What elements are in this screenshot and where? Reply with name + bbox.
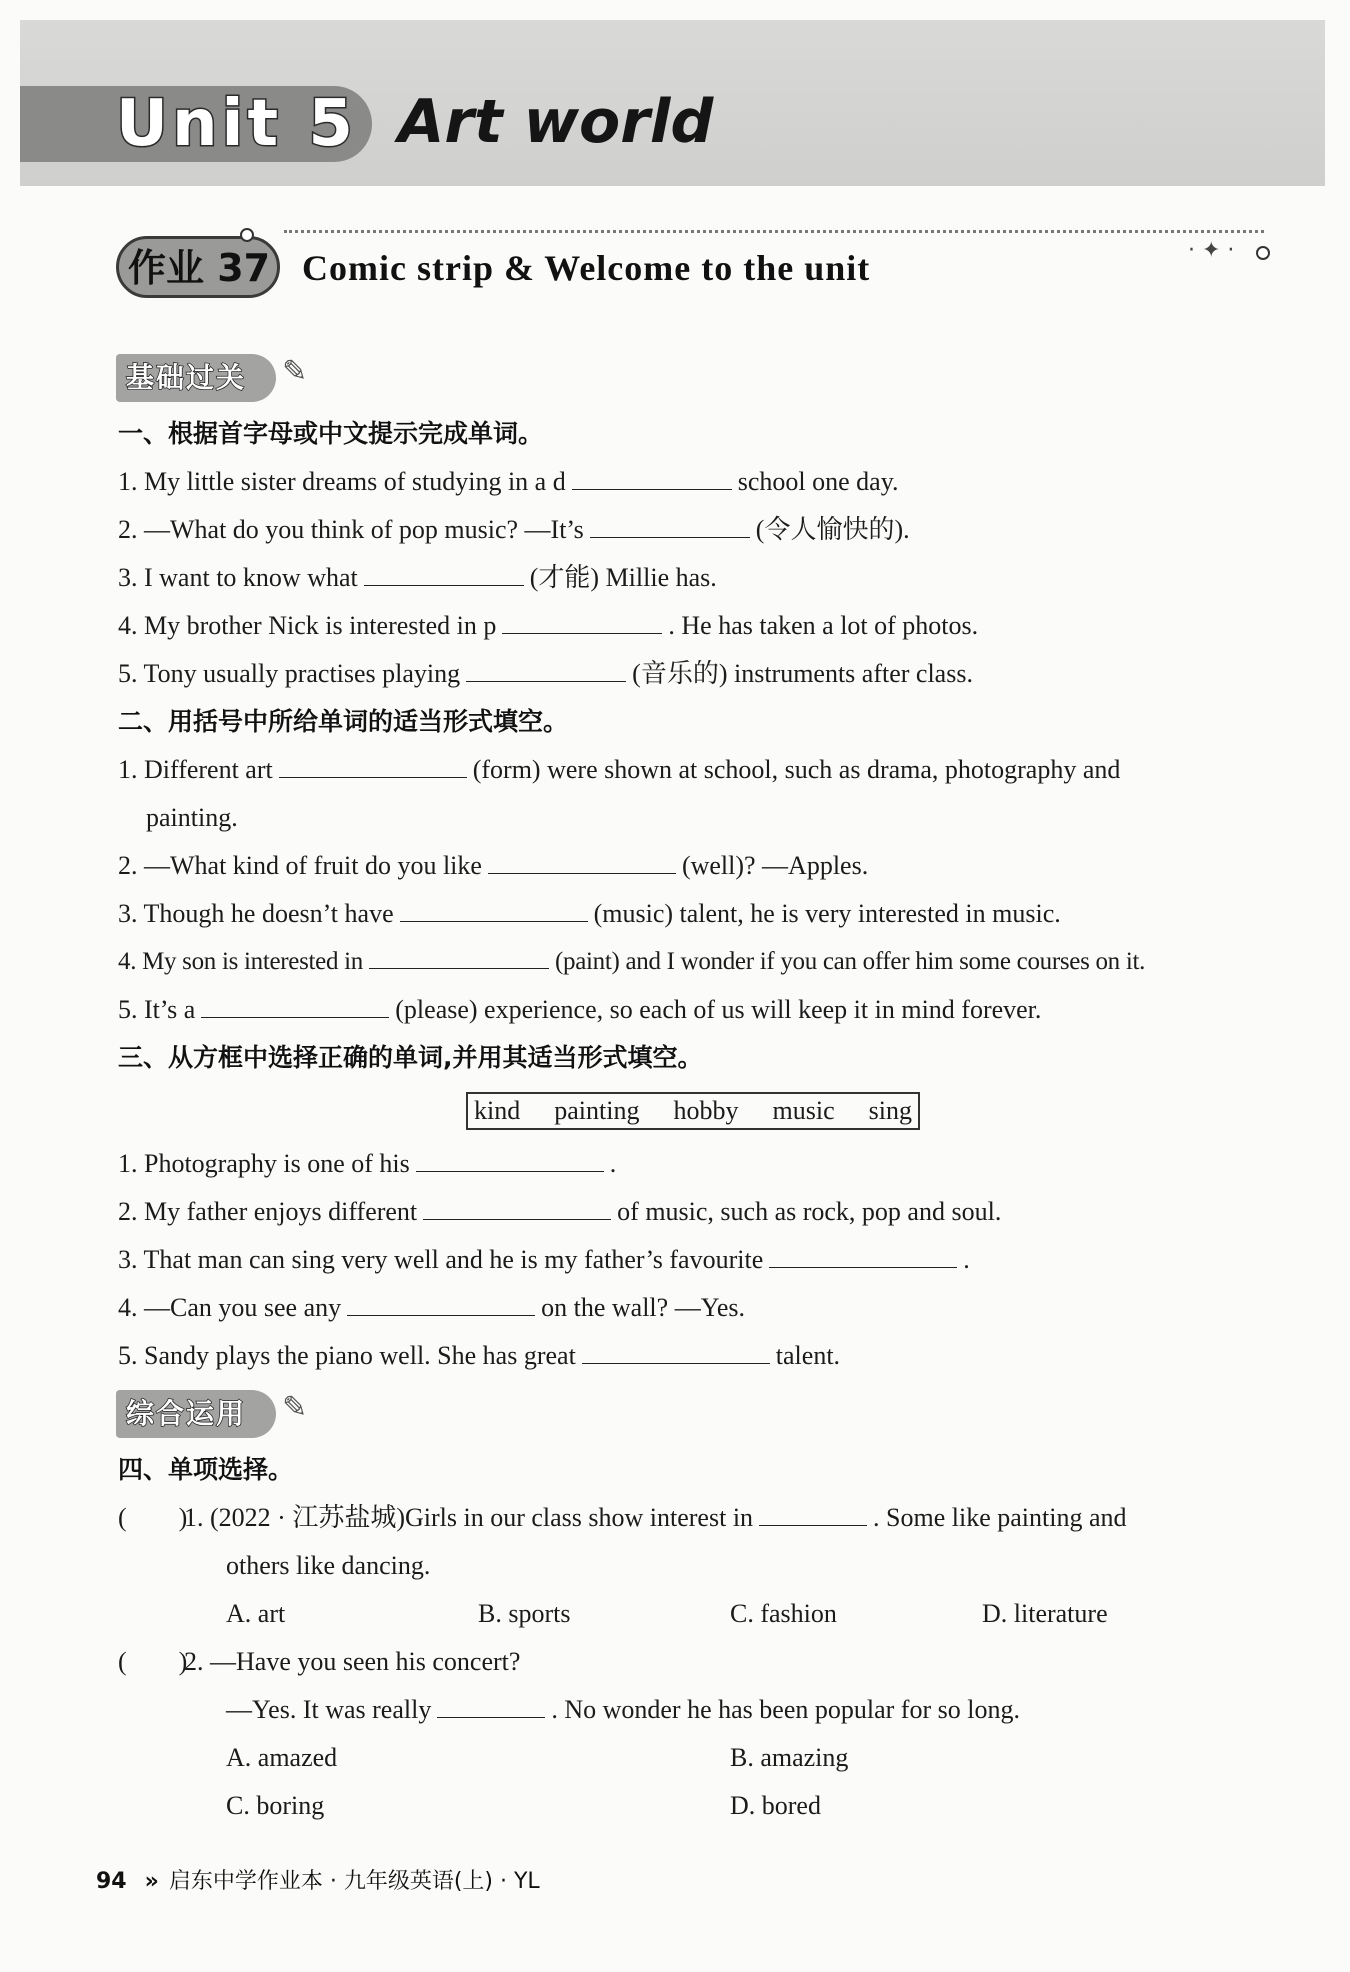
item-text: 1. My little sister dreams of studying in a d bbox=[118, 467, 566, 496]
answer-blank[interactable] bbox=[347, 1289, 535, 1316]
page-number: 94 bbox=[96, 1869, 127, 1894]
unit-label: Unit 5 bbox=[116, 87, 357, 161]
item-text: (please) experience, so each of us will keep it in mind forever. bbox=[395, 995, 1042, 1024]
item-text: 3. I want to know what bbox=[118, 563, 358, 592]
part1-item-3 bbox=[118, 558, 717, 598]
item-text: (才能) Millie has. bbox=[529, 563, 717, 592]
item-text: 5. Sandy plays the piano well. She has great bbox=[118, 1341, 576, 1370]
item-text: 4. My brother Nick is interested in p bbox=[118, 611, 497, 640]
answer-bracket-q1[interactable]: ( ) bbox=[118, 1503, 188, 1532]
answer-blank[interactable] bbox=[416, 1145, 604, 1172]
item-text: . Some like painting and bbox=[873, 1503, 1127, 1532]
part2-heading: 二、用括号中所给单词的适当形式填空。 bbox=[118, 707, 569, 736]
item-text: school one day. bbox=[737, 467, 899, 496]
item-text: —Yes. It was really bbox=[226, 1695, 432, 1724]
item-text: (music) talent, he is very interested in music. bbox=[593, 899, 1061, 928]
word-box-word: hobby bbox=[673, 1096, 739, 1125]
item-text: . bbox=[963, 1245, 970, 1274]
dotted-divider bbox=[284, 230, 1264, 233]
part3-heading: 三、从方框中选择正确的单词,并用其适当形式填空。 bbox=[118, 1043, 703, 1072]
answer-blank[interactable] bbox=[364, 559, 524, 586]
q2-option-c[interactable]: C. boring bbox=[226, 1791, 325, 1820]
item-text: of music, such as rock, pop and soul. bbox=[617, 1197, 1002, 1226]
item-text: painting. bbox=[146, 803, 238, 832]
item-text: 3. That man can sing very well and he is my father’s favourite bbox=[118, 1245, 764, 1274]
answer-blank[interactable] bbox=[502, 607, 662, 634]
word-box-word: sing bbox=[868, 1096, 912, 1125]
answer-blank[interactable] bbox=[400, 895, 588, 922]
assignment-number: 作业 37 bbox=[128, 246, 271, 290]
double-chevron-icon: » bbox=[144, 1869, 159, 1894]
item-text: (音乐的) instruments after class. bbox=[632, 659, 973, 688]
item-text: 4. My son is interested in bbox=[118, 948, 363, 975]
part3-item-2 bbox=[118, 1192, 1001, 1232]
word-box-word: painting bbox=[554, 1096, 640, 1125]
sparkle-icon: · ✦ · bbox=[1188, 238, 1235, 263]
answer-blank[interactable] bbox=[572, 463, 732, 490]
part3-item-4 bbox=[118, 1288, 745, 1328]
item-text: . bbox=[609, 1149, 617, 1178]
item-text: (well)? —Apples. bbox=[681, 851, 869, 880]
q2-option-b[interactable]: B. amazing bbox=[730, 1743, 849, 1772]
item-text: . He has taken a lot of photos. bbox=[668, 611, 979, 640]
item-text: 2. —Have you seen his concert? bbox=[184, 1647, 521, 1676]
part1-item-1 bbox=[118, 462, 899, 502]
answer-blank[interactable] bbox=[423, 1193, 611, 1220]
item-text: on the wall? —Yes. bbox=[541, 1293, 746, 1322]
section-label-basic: 基础过关 bbox=[126, 361, 247, 394]
item-text: (令人愉快的). bbox=[755, 515, 910, 544]
footer-text: 启东中学作业本 · 九年级英语(上) · YL bbox=[168, 1869, 540, 1894]
part3-item-3 bbox=[118, 1240, 970, 1280]
q1-option-b[interactable]: B. sports bbox=[478, 1599, 571, 1628]
answer-blank[interactable] bbox=[759, 1499, 867, 1526]
answer-blank[interactable] bbox=[369, 942, 549, 969]
part2-item-4 bbox=[118, 942, 1145, 982]
assignment-title: Comic strip & Welcome to the unit bbox=[302, 248, 871, 288]
item-text: 2. My father enjoys different bbox=[118, 1197, 418, 1226]
section-label-comprehensive: 综合运用 bbox=[126, 1397, 247, 1430]
q1-option-d[interactable]: D. literature bbox=[982, 1599, 1108, 1628]
part1-item-4 bbox=[118, 606, 978, 646]
item-text: 3. Though he doesn’t have bbox=[118, 899, 394, 928]
item-text: 5. It’s a bbox=[118, 995, 196, 1024]
item-text: 5. Tony usually practises playing bbox=[118, 659, 461, 688]
item-text: 4. —Can you see any bbox=[118, 1293, 342, 1322]
item-text: . No wonder he has been popular for so long. bbox=[551, 1695, 1020, 1724]
unit-title: Art world bbox=[398, 87, 714, 157]
part2-item-1-cont bbox=[146, 798, 238, 838]
part4-heading: 四、单项选择。 bbox=[118, 1455, 294, 1484]
answer-blank[interactable] bbox=[769, 1241, 957, 1268]
item-text: 1. Different art bbox=[118, 755, 273, 784]
part1-item-5 bbox=[118, 654, 973, 694]
q2-line2 bbox=[226, 1690, 1020, 1730]
item-text: 2. —What kind of fruit do you like bbox=[118, 851, 482, 880]
part1-item-2 bbox=[118, 510, 910, 550]
q2-option-a[interactable]: A. amazed bbox=[226, 1743, 338, 1772]
part2-item-3 bbox=[118, 894, 1061, 934]
item-text: (form) were shown at school, such as drama, photography and bbox=[472, 755, 1121, 784]
line-end-dot-icon bbox=[1256, 246, 1270, 260]
item-text: 1. Photography is one of his bbox=[118, 1149, 410, 1178]
answer-blank[interactable] bbox=[437, 1691, 545, 1718]
q1-stem bbox=[184, 1498, 1127, 1538]
item-text: 1. (2022 · 江苏盐城)Girls in our class show interest in bbox=[184, 1503, 754, 1532]
item-text: 2. —What do you think of pop music? —It’s bbox=[118, 515, 584, 544]
pencil-icon: ✎ bbox=[282, 354, 308, 389]
answer-bracket-q2[interactable]: ( ) bbox=[118, 1647, 188, 1676]
q1-option-c[interactable]: C. fashion bbox=[730, 1599, 837, 1628]
part1-heading: 一、根据首字母或中文提示完成单词。 bbox=[118, 419, 544, 448]
part2-item-2 bbox=[118, 846, 868, 886]
pencil-icon: ✎ bbox=[282, 1390, 308, 1425]
part3-item-5 bbox=[118, 1336, 840, 1376]
item-text: (paint) and I wonder if you can offer him some courses on it. bbox=[554, 948, 1146, 975]
page-footer bbox=[96, 1862, 540, 1902]
word-box-word: kind bbox=[474, 1096, 521, 1125]
part2-item-5 bbox=[118, 990, 1041, 1030]
answer-blank[interactable] bbox=[582, 1337, 770, 1364]
answer-blank[interactable] bbox=[201, 991, 389, 1018]
item-text: others like dancing. bbox=[226, 1551, 431, 1580]
word-box-word: music bbox=[772, 1096, 835, 1125]
part3-item-1 bbox=[118, 1144, 616, 1184]
word-box bbox=[466, 1092, 920, 1130]
q1-stem-cont bbox=[226, 1546, 430, 1586]
answer-blank[interactable] bbox=[279, 751, 467, 778]
item-text: talent. bbox=[775, 1341, 841, 1370]
q2-option-d[interactable]: D. bored bbox=[730, 1791, 821, 1820]
answer-blank[interactable] bbox=[590, 511, 750, 538]
answer-blank[interactable] bbox=[466, 655, 626, 682]
answer-blank[interactable] bbox=[488, 847, 676, 874]
q2-stem bbox=[184, 1642, 520, 1682]
part2-item-1 bbox=[118, 750, 1120, 790]
q1-option-a[interactable]: A. art bbox=[226, 1599, 286, 1628]
